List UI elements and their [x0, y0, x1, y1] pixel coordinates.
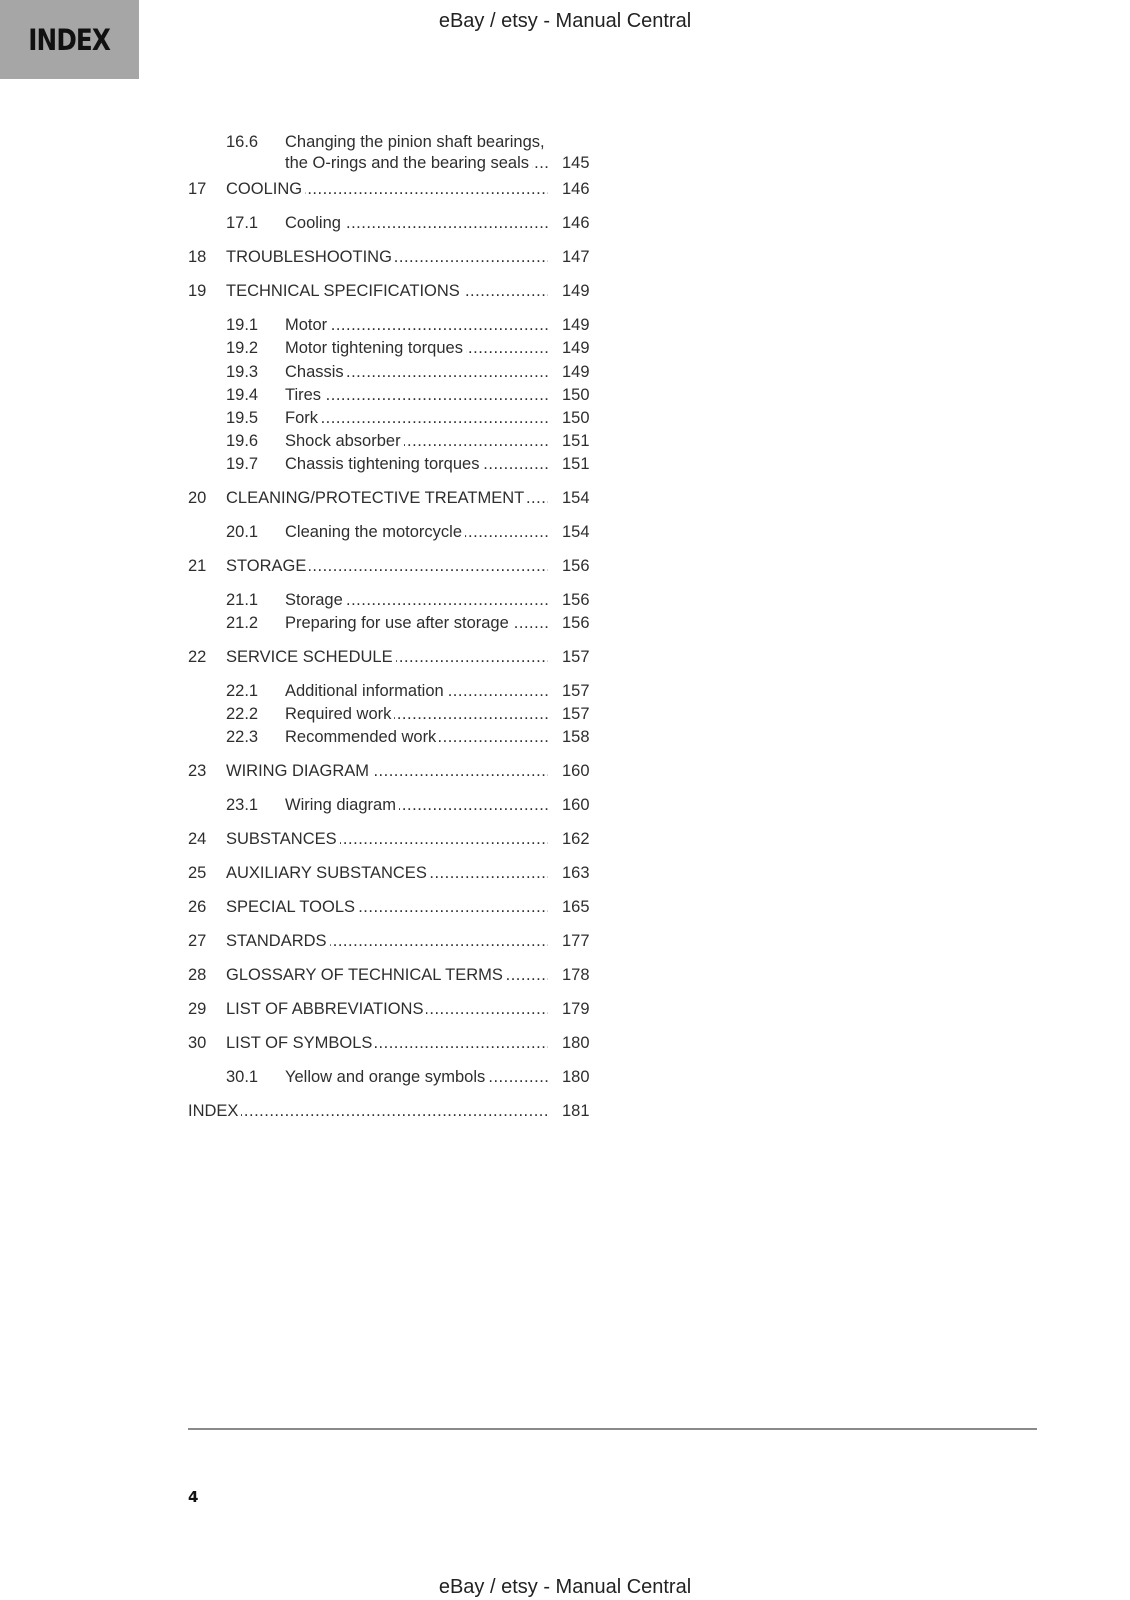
toc-entry-page: 180	[562, 1034, 590, 1052]
toc-entry-title: SUBSTANCES	[226, 830, 340, 848]
toc-entry-page: 156	[562, 591, 590, 609]
toc-entry[interactable]	[188, 930, 598, 952]
toc-entry-page: 157	[562, 705, 590, 723]
toc-entry-leader	[226, 1032, 548, 1054]
toc-entry[interactable]	[188, 246, 598, 268]
toc-entry-page: 154	[562, 523, 590, 541]
toc-entry-leader	[285, 430, 548, 452]
toc-entry-title-line1: Changing the pinion shaft bearings,	[285, 133, 545, 151]
toc-entry-leader	[226, 280, 548, 302]
toc-entry[interactable]	[188, 361, 598, 383]
toc-entry-number: 23.1	[226, 796, 259, 814]
toc-entry-title: Shock absorber	[285, 432, 404, 450]
toc-entry[interactable]	[188, 998, 598, 1020]
toc-entry[interactable]	[188, 337, 598, 359]
toc-entry-leader	[226, 896, 548, 918]
toc-entry-page: 145	[562, 154, 590, 172]
toc-entry-leader	[226, 862, 548, 884]
toc-entry-number: 30.1	[226, 1068, 259, 1086]
toc-entry-number: 21	[188, 557, 207, 575]
toc-entry-title: WIRING DIAGRAM	[226, 762, 372, 780]
toc-entry-title: TROUBLESHOOTING	[226, 248, 395, 266]
toc-entry-number: 22.3	[226, 728, 259, 746]
toc-entry-number: 19.1	[226, 316, 259, 334]
toc-entry-number: 19.5	[226, 409, 259, 427]
toc-entry-page: 160	[562, 796, 590, 814]
toc-entry-leader	[285, 612, 548, 634]
toc-entry[interactable]	[188, 521, 598, 543]
toc-entry[interactable]	[188, 726, 598, 748]
toc-entry-title: Cleaning the motorcycle	[285, 523, 465, 541]
toc-entry-leader	[285, 521, 548, 543]
toc-entry[interactable]	[188, 1066, 598, 1088]
toc-entry-leader	[226, 487, 548, 509]
toc-entry-page: 163	[562, 864, 590, 882]
toc-entry-page: 146	[562, 214, 590, 232]
toc-entry-page: 154	[562, 489, 590, 507]
page-number: 4	[188, 1488, 199, 1506]
toc-entry-leader	[285, 680, 548, 702]
toc-entry[interactable]	[188, 555, 598, 577]
toc-entry-page: 150	[562, 386, 590, 404]
toc-entry-title: LIST OF ABBREVIATIONS	[226, 1000, 426, 1018]
toc-entry-leader	[285, 384, 548, 406]
toc-entry-title-line2: the O-rings and the bearing seals	[285, 154, 532, 172]
toc-entry-leader	[226, 178, 548, 200]
toc-entry-number: 19.4	[226, 386, 259, 404]
toc-entry[interactable]	[188, 589, 598, 611]
toc-entry-title: STORAGE	[226, 557, 309, 575]
toc-entry[interactable]	[188, 453, 598, 475]
toc-entry-leader	[226, 998, 548, 1020]
toc-entry-title: STANDARDS	[226, 932, 330, 950]
toc-entry-number: 17	[188, 180, 207, 198]
toc-entry-title: Storage	[285, 591, 346, 609]
toc-entry-title: Yellow and orange symbols	[285, 1068, 488, 1086]
toc-entry[interactable]	[188, 1032, 598, 1054]
toc-entry-leader	[285, 407, 548, 429]
toc-entry-leader	[226, 646, 548, 668]
toc-entry-page: 160	[562, 762, 590, 780]
toc-entry-page: 151	[562, 455, 590, 473]
toc-entry[interactable]	[188, 487, 598, 509]
toc-entry-page: 146	[562, 180, 590, 198]
toc-entry[interactable]	[188, 314, 598, 336]
toc-entry-number: 16.6	[226, 133, 259, 151]
toc-entry-number: 20.1	[226, 523, 259, 541]
toc-entry-title: Tires	[285, 386, 324, 404]
toc-entry-leader	[285, 337, 548, 359]
toc-entry[interactable]	[188, 280, 598, 302]
toc-entry[interactable]	[188, 178, 598, 200]
toc-entry-page: 156	[562, 614, 590, 632]
toc-entry-leader	[226, 828, 548, 850]
toc-entry-number: 19.2	[226, 339, 259, 357]
toc-entry-title: Preparing for use after storage	[285, 614, 512, 632]
toc-entry-page: 162	[562, 830, 590, 848]
toc-entry-page: 151	[562, 432, 590, 450]
toc-entry-leader	[285, 314, 548, 336]
toc-entry-title: LIST OF SYMBOLS	[226, 1034, 375, 1052]
toc-entry-leader	[226, 964, 548, 986]
toc-entry-title: Chassis tightening torques	[285, 455, 482, 473]
toc-entry-leader	[285, 361, 548, 383]
toc-entry-page: 156	[562, 557, 590, 575]
footer-divider	[188, 1428, 1037, 1430]
toc-entry-number: 20	[188, 489, 207, 507]
toc-entry-title: GLOSSARY OF TECHNICAL TERMS	[226, 966, 506, 984]
toc-entry-number: 21.2	[226, 614, 259, 632]
toc-entry-number: 18	[188, 248, 207, 266]
toc-entry-leader	[285, 1066, 548, 1088]
toc-entry-page: 157	[562, 648, 590, 666]
toc-entry[interactable]	[188, 384, 598, 406]
toc-entry-number: 28	[188, 966, 207, 984]
toc-entry-title: Cooling	[285, 214, 344, 232]
toc-entry-leader	[188, 1100, 548, 1122]
toc-entry[interactable]	[188, 1100, 598, 1122]
toc-entry-page: 157	[562, 682, 590, 700]
toc-entry[interactable]	[188, 152, 598, 174]
toc-entry-page: 147	[562, 248, 590, 266]
toc-entry-title: Recommended work	[285, 728, 439, 746]
toc-entry[interactable]	[188, 680, 598, 702]
toc-entry[interactable]	[188, 964, 598, 986]
toc-entry-number: 29	[188, 1000, 207, 1018]
toc-entry-title: TECHNICAL SPECIFICATIONS	[226, 282, 463, 300]
toc-entry-title: Additional information	[285, 682, 447, 700]
toc-entry-title: Motor tightening torques	[285, 339, 466, 357]
toc-entry-title: Chassis	[285, 363, 347, 381]
toc-entry-leader	[285, 212, 548, 234]
toc-entry-number: 19.6	[226, 432, 259, 450]
toc-entry-title: CLEANING/PROTECTIVE TREATMENT	[226, 489, 527, 507]
toc-entry-number: 22	[188, 648, 207, 666]
toc-entry-number: 27	[188, 932, 207, 950]
toc-entry-page: 149	[562, 282, 590, 300]
toc-entry[interactable]	[188, 407, 598, 429]
toc-entry[interactable]	[188, 896, 598, 918]
toc-entry-number: 30	[188, 1034, 207, 1052]
toc-entry-title: Motor	[285, 316, 330, 334]
toc-entry-number: 19.3	[226, 363, 259, 381]
toc-entry-leader	[226, 555, 548, 577]
toc-entry-leader	[226, 246, 548, 268]
page-footer-title: eBay / etsy - Manual Central	[438, 1576, 692, 1598]
toc-entry[interactable]	[188, 212, 598, 234]
toc-entry-page: 180	[562, 1068, 590, 1086]
toc-entry-leader	[285, 794, 548, 816]
toc-entry-page: 149	[562, 339, 590, 357]
toc-entry-title: SERVICE SCHEDULE	[226, 648, 396, 666]
toc-entry-page: 179	[562, 1000, 590, 1018]
section-tab-label: INDEX	[28, 22, 111, 57]
toc-entry[interactable]	[188, 828, 598, 850]
toc-entry[interactable]	[188, 794, 598, 816]
toc-entry-number: 23	[188, 762, 207, 780]
toc-entry-page: 158	[562, 728, 590, 746]
toc-entry-page: 150	[562, 409, 590, 427]
toc-entry[interactable]	[188, 430, 598, 452]
toc-entry-page: 177	[562, 932, 590, 950]
toc-entry-leader	[285, 703, 548, 725]
toc-entry-number: 17.1	[226, 214, 259, 232]
toc-entry-page: 149	[562, 316, 590, 334]
toc-entry-number: 19.7	[226, 455, 259, 473]
toc-entry[interactable]	[188, 646, 598, 668]
toc-entry-leader	[285, 726, 548, 748]
toc-entry-leader	[285, 589, 548, 611]
toc-entry-number: 21.1	[226, 591, 259, 609]
toc-entry-page: 165	[562, 898, 590, 916]
page-header-title: eBay / etsy - Manual Central	[438, 10, 692, 32]
toc-entry-number: 19	[188, 282, 207, 300]
toc-entry[interactable]	[188, 612, 598, 634]
toc-entry-title: Wiring diagram	[285, 796, 399, 814]
toc-entry-page: 178	[562, 966, 590, 984]
toc-entry[interactable]	[188, 703, 598, 725]
toc-entry-title: Fork	[285, 409, 321, 427]
toc-entry-leader	[285, 453, 548, 475]
toc-entry-title: INDEX	[188, 1102, 241, 1120]
toc-entry-number: 24	[188, 830, 207, 848]
toc-entry[interactable]	[188, 862, 598, 884]
toc-entry-leader	[226, 930, 548, 952]
toc-entry-number: 26	[188, 898, 207, 916]
toc-entry-number: 22.1	[226, 682, 259, 700]
toc-entry-leader	[285, 152, 548, 174]
toc-entry-leader	[226, 760, 548, 782]
toc-entry-title: Required work	[285, 705, 394, 723]
toc-entry-page: 149	[562, 363, 590, 381]
toc-entry-title: SPECIAL TOOLS	[226, 898, 358, 916]
toc-entry-page: 181	[562, 1102, 590, 1120]
toc-entry-number: 22.2	[226, 705, 259, 723]
toc-entry[interactable]	[188, 760, 598, 782]
toc-entry-title: AUXILIARY SUBSTANCES	[226, 864, 430, 882]
toc-entry-title: COOLING	[226, 180, 305, 198]
toc-entry-number: 25	[188, 864, 207, 882]
